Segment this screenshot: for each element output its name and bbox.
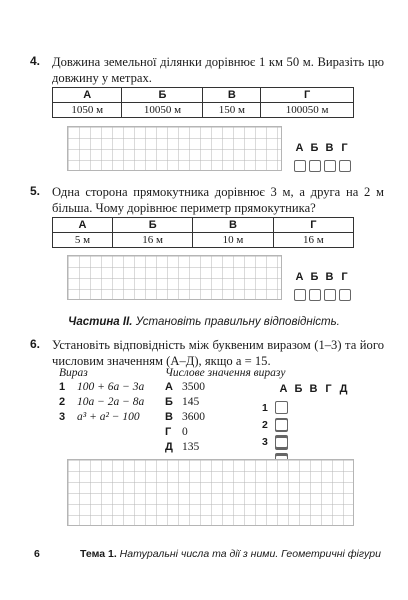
option-value: 1050 м (53, 103, 122, 118)
option-letter: В (203, 88, 261, 103)
topic-line (80, 548, 381, 560)
option-letter: Б (112, 218, 192, 233)
option-value: 16 м (112, 233, 192, 248)
part-heading (0, 316, 408, 328)
answer-checkbox[interactable] (324, 160, 336, 172)
match-checkbox[interactable] (275, 401, 288, 414)
question-text: Установіть відповідність між буквеним виразом (1–3) та його числовим значенням (А–Д), якщо a = 15. (52, 338, 384, 368)
option-value: 5 м (53, 233, 113, 248)
q5-options-table (52, 217, 354, 248)
option-value: 10050 м (122, 103, 203, 118)
option-letter: В (193, 218, 273, 233)
option-value: 100050 м (261, 103, 354, 118)
match-letters-header: А Б В Г Д (279, 383, 348, 395)
q4-work-grid[interactable] (67, 126, 282, 171)
q4-options-table (52, 87, 354, 118)
topic-label: Тема 1. (80, 548, 117, 560)
q5-work-grid[interactable] (67, 255, 282, 300)
option-value: 150 м (203, 103, 261, 118)
option-letter: Б (122, 88, 203, 103)
answer-checkbox[interactable] (339, 160, 351, 172)
question-number: 6. (30, 337, 41, 351)
answer-checkbox[interactable] (339, 289, 351, 301)
option-letter: А (53, 218, 113, 233)
answer-checkbox[interactable] (324, 289, 336, 301)
q5-answer-letters: А Б В Г (295, 271, 348, 283)
option-letter: А (53, 88, 122, 103)
question-number: 4. (30, 54, 41, 68)
option-value: 10 м (193, 233, 273, 248)
question-text: Одна сторона прямокутника дорівнює 3 м, а друга на 2 м більша. Чому дорівнює периметр прямокутника? (52, 185, 384, 215)
topic-title: Натуральні числа та дії з ними. Геометричні фігури (119, 548, 381, 560)
question-number: 5. (30, 184, 41, 198)
page-number: 6 (34, 548, 40, 560)
answer-checkbox[interactable] (294, 160, 306, 172)
value-column-title: Числове значення виразу (165, 367, 286, 379)
part-label: Частина II. (68, 316, 133, 328)
q5-answer-boxes[interactable] (294, 288, 354, 306)
expression-column-title: Вираз (59, 367, 88, 379)
answer-checkbox[interactable] (309, 160, 321, 172)
option-letter: Г (261, 88, 354, 103)
q4-answer-letters: А Б В Г (295, 142, 348, 154)
q4-answer-boxes[interactable] (294, 159, 354, 177)
q6-work-grid[interactable] (67, 459, 354, 526)
option-value: 16 м (273, 233, 353, 248)
part-instruction: Установіть правильну відповідність. (135, 316, 340, 328)
match-checkbox[interactable] (275, 435, 288, 448)
answer-checkbox[interactable] (309, 289, 321, 301)
question-text: Довжина земельної ділянки дорівнює 1 км 50 м. Виразіть цю довжину у метрах. (52, 55, 384, 85)
answer-checkbox[interactable] (294, 289, 306, 301)
option-letter: Г (273, 218, 353, 233)
match-checkbox[interactable] (275, 418, 288, 431)
